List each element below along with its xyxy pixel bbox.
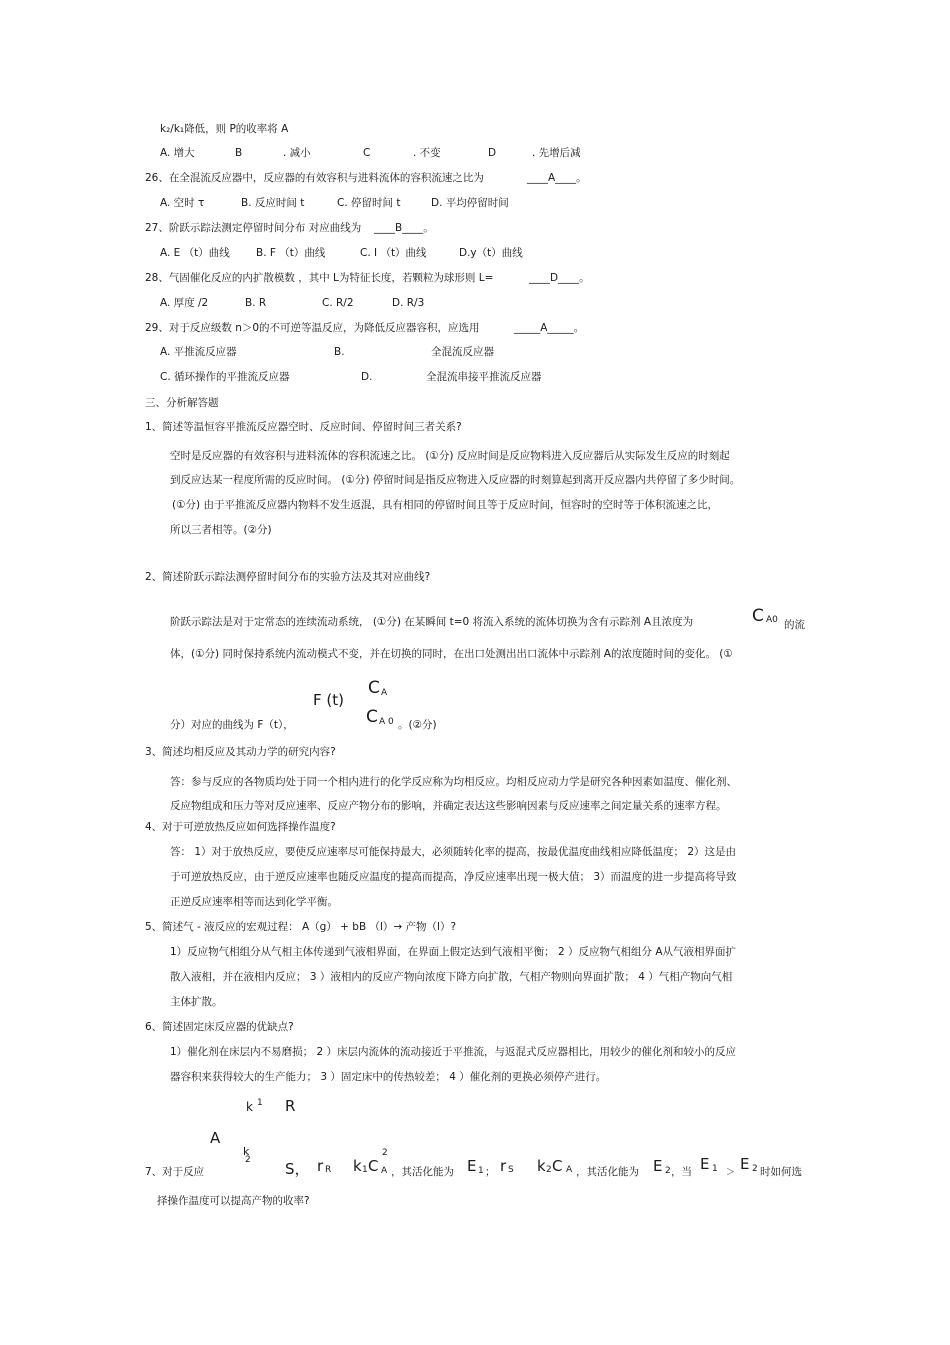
q27-answer: ____B____。	[374, 222, 434, 234]
q26-answer: ____A____。	[527, 172, 587, 184]
q26-option-c: C. 停留时间 t	[337, 197, 401, 209]
a5-question: 5、简述气 - 液反应的宏观过程： A（g） + bB （l）→ 产物（l）?	[145, 921, 457, 933]
q27-option-d: D.y（t）曲线	[459, 247, 523, 259]
a5-line-1: 1）反应物气相组分从气相主体传递到气液相界面，在界面上假定达到气液相平衡； 2 ）反应物气相组分 A从气液相界面扩	[170, 946, 737, 958]
a7-e2b-subscript: 2	[752, 1164, 758, 1174]
a7-k1-symbol: k	[246, 1100, 253, 1114]
a2-question: 2、简述阶跃示踪法测停留时间分布的实验方法及其对应曲线?	[145, 571, 431, 583]
a7-line-2: 择操作温度可以提高产物的收率?	[157, 1195, 310, 1207]
a7-rr-symbol: r	[317, 1157, 324, 1175]
q26-stem: 26、在全混流反应器中，反应器的有效容积与进料流体的容积流速之比为	[145, 172, 484, 184]
a7-rs-subscript: S	[508, 1165, 514, 1175]
a7-product-s: S，	[285, 1160, 310, 1178]
a7-e1-symbol: E	[467, 1157, 477, 1175]
q25-option-b-label: B	[235, 147, 243, 159]
q29-option-a: A. 平推流反应器	[160, 346, 237, 358]
a7-k1c-subscript: 1	[362, 1165, 368, 1175]
q29-stem: 29、对于反应级数 n＞0的不可逆等温反应，为降低反应器容积，应选用	[145, 322, 480, 334]
a2-ca0-symbol: C	[752, 606, 764, 626]
a4-line-2: 于可逆放热反应，由于逆反应速率也随反应温度的提高而提高，净反应速率出现一极大值； 3）而温度的进一步提高将导致	[170, 871, 737, 883]
a7-ca2-subscript: A	[566, 1165, 573, 1175]
q25-option-d: . 先增后减	[532, 147, 581, 159]
a7-product-r: R	[285, 1097, 296, 1115]
a7-k1-superscript: 1	[257, 1098, 263, 1108]
q27-option-c: C. I （t）曲线	[360, 247, 427, 259]
a7-ca-symbol: C	[368, 1157, 379, 1175]
a7-reactant-a: A	[210, 1129, 221, 1147]
q28-option-c: C. R/2	[322, 297, 354, 309]
a7-mid-2: ，其活化能为	[576, 1166, 639, 1178]
a7-e1b-symbol: E	[700, 1155, 710, 1173]
a7-rs-symbol: r	[500, 1157, 507, 1175]
q27-stem: 27、阶跃示踪法测定停留时间分布 对应曲线为	[145, 222, 362, 234]
q28-answer: ____D____。	[529, 272, 590, 284]
q29-option-b: 全混流反应器	[431, 346, 494, 358]
a2-fraction-numerator-sub: A	[381, 688, 388, 698]
a1-line-2: 到反应达某一程度所需的反应时间。 (①分) 停留时间是指反应物进入反应器的时刻算起到离开反应器内共停留了多少时间。	[170, 474, 741, 486]
q28-option-a: A. 厚度 /2	[160, 297, 209, 309]
a2-line-1-tail: 的流	[784, 619, 805, 631]
q29-option-d-label: D.	[361, 371, 373, 383]
a7-tail: 时如何选	[760, 1166, 802, 1178]
a2-ft-symbol: F (t)	[313, 691, 344, 709]
a6-line-2: 器容积来获得较大的生产能力； 3 ）固定床中的传热较差； 4 ）催化剂的更换必须停产进行。	[170, 1071, 607, 1083]
q28-option-b: B. R	[245, 297, 267, 309]
a3-line-2: 反应物组成和压力等对反应速率、反应产物分布的影响，并确定表达这些影响因素与反应速率之间定量关系的速率方程。	[170, 800, 727, 812]
a2-fraction-denominator-sub: A 0	[379, 717, 394, 727]
q27-option-b: B. F （t）曲线	[256, 247, 326, 259]
q29-answer: _____A_____。	[514, 322, 585, 334]
a3-question: 3、简述均相反应及其动力学的研究内容?	[145, 746, 336, 758]
a7-ca2-symbol: C	[552, 1157, 563, 1175]
a7-ca-subscript: A	[381, 1166, 388, 1176]
q25-stem: k₂/k₁降低，则 P的收率将 A	[160, 123, 289, 135]
q25-option-d-label: D	[488, 147, 497, 159]
a2-fraction-numerator: C	[368, 678, 380, 698]
a1-line-4: 所以三者相等。(②分)	[170, 524, 272, 536]
a7-e1-subscript: 1	[478, 1166, 484, 1176]
a7-k2-subscript: 2	[245, 1155, 251, 1165]
a2-line-2: 体，(①分) 同时保持系统内流动模式不变，并在切换的同时，在出口处测出出口流体中示踪剂 A的浓度随时间的变化。 (①	[170, 648, 733, 660]
q25-option-c-label: C	[363, 147, 371, 159]
a5-line-3: 主体扩散。	[170, 996, 223, 1008]
a4-question: 4、对于可逆放热反应如何选择操作温度?	[145, 821, 336, 833]
a3-line-1: 答：参与反应的各物质均处于同一个相内进行的化学反应称为均相反应。均相反应动力学是研究各种因素如温度、催化剂、	[170, 776, 737, 788]
a7-e1b-subscript: 1	[712, 1164, 718, 1174]
a7-k2c-subscript: 2	[546, 1165, 552, 1175]
q29-option-d: 全混流串接平推流反应器	[426, 371, 542, 383]
a7-greater-than: ＞	[726, 1168, 736, 1178]
a2-line-3-tail: 。(②分)	[398, 719, 437, 731]
a7-e2-subscript: 2	[665, 1166, 671, 1176]
a2-ca0-subscript: A0	[766, 615, 778, 625]
a1-line-3: (①分) 由于平推流反应器内物料不发生返混，具有相同的停留时间且等于反应时间，恒容时的空时等于体积流速之比，	[172, 499, 718, 511]
section-heading: 三、分析解答题	[145, 397, 219, 409]
a5-line-2: 散入液相，并在液相内反应； 3 ）液相内的反应产物向浓度下降方向扩散，气相产物则向界面扩散； 4 ）气相产物向气相	[170, 971, 733, 983]
a6-line-1: 1）催化剂在床层内不易磨损； 2 ）床层内流体的流动接近于平推流，与返混式反应器相比，用较少的催化剂和较小的反应	[170, 1046, 737, 1058]
a7-e2b-symbol: E	[740, 1155, 750, 1173]
q25-option-b: . 减小	[283, 147, 311, 159]
a1-question: 1、简述等温恒容平推流反应器空时、反应时间、停留时间三者关系?	[145, 421, 462, 433]
a6-question: 6、简述固定床反应器的优缺点?	[145, 1021, 294, 1033]
q28-stem: 28、气固催化反应的内扩散模数 ，其中 L为特征长度，若颗粒为球形则 L=	[145, 272, 494, 284]
a7-rr-subscript: R	[325, 1165, 332, 1175]
a4-line-3: 正逆反应速率相等而达到化学平衡。	[170, 896, 338, 908]
q26-option-b: B. 反应时间 t	[241, 197, 305, 209]
a7-e2-symbol: E	[653, 1157, 663, 1175]
a2-line-3: 分）对应的曲线为 F（t），	[170, 719, 294, 731]
a7-k2c-symbol: k	[537, 1157, 546, 1175]
a7-k2-symbol: k	[243, 1145, 250, 1158]
a7-ca-superscript: 2	[382, 1148, 388, 1158]
q25-option-a: A. 增大	[160, 147, 195, 159]
a7-lead: 7、对于反应	[145, 1166, 205, 1178]
q26-option-a: A. 空时 τ	[160, 197, 205, 209]
a7-semicolon: ；	[485, 1166, 496, 1178]
a2-fraction-denominator: C	[366, 707, 378, 727]
a7-mid-1: ，其活化能为	[391, 1166, 454, 1178]
a7-k1c-symbol: k	[353, 1157, 362, 1175]
q29-option-c: C. 循环操作的平推流反应器	[160, 371, 290, 383]
a1-line-1: 空时是反应器的有效容积与进料流体的容积流速之比。 (①分) 反应时间是反应物料进入反应器后从实际发生反应的时刻起	[170, 450, 730, 462]
q28-option-d: D. R/3	[392, 297, 425, 309]
a4-line-1: 答： 1）对于放热反应，要使反应速率尽可能保持最大，必须随转化率的提高，按最优温度曲线相应降低温度； 2）这是由	[170, 846, 737, 858]
a7-when: ，当	[671, 1166, 692, 1178]
q26-option-d: D. 平均停留时间	[431, 197, 509, 209]
q29-option-b-label: B.	[334, 346, 345, 358]
q27-option-a: A. E （t）曲线	[160, 247, 230, 259]
q25-option-c: . 不变	[413, 147, 441, 159]
a2-line-1: 阶跃示踪法是对于定常态的连续流动系统， (①分) 在某瞬间 t=0 将流入系统的流体切换为含有示踪剂 A且浓度为	[170, 616, 694, 628]
